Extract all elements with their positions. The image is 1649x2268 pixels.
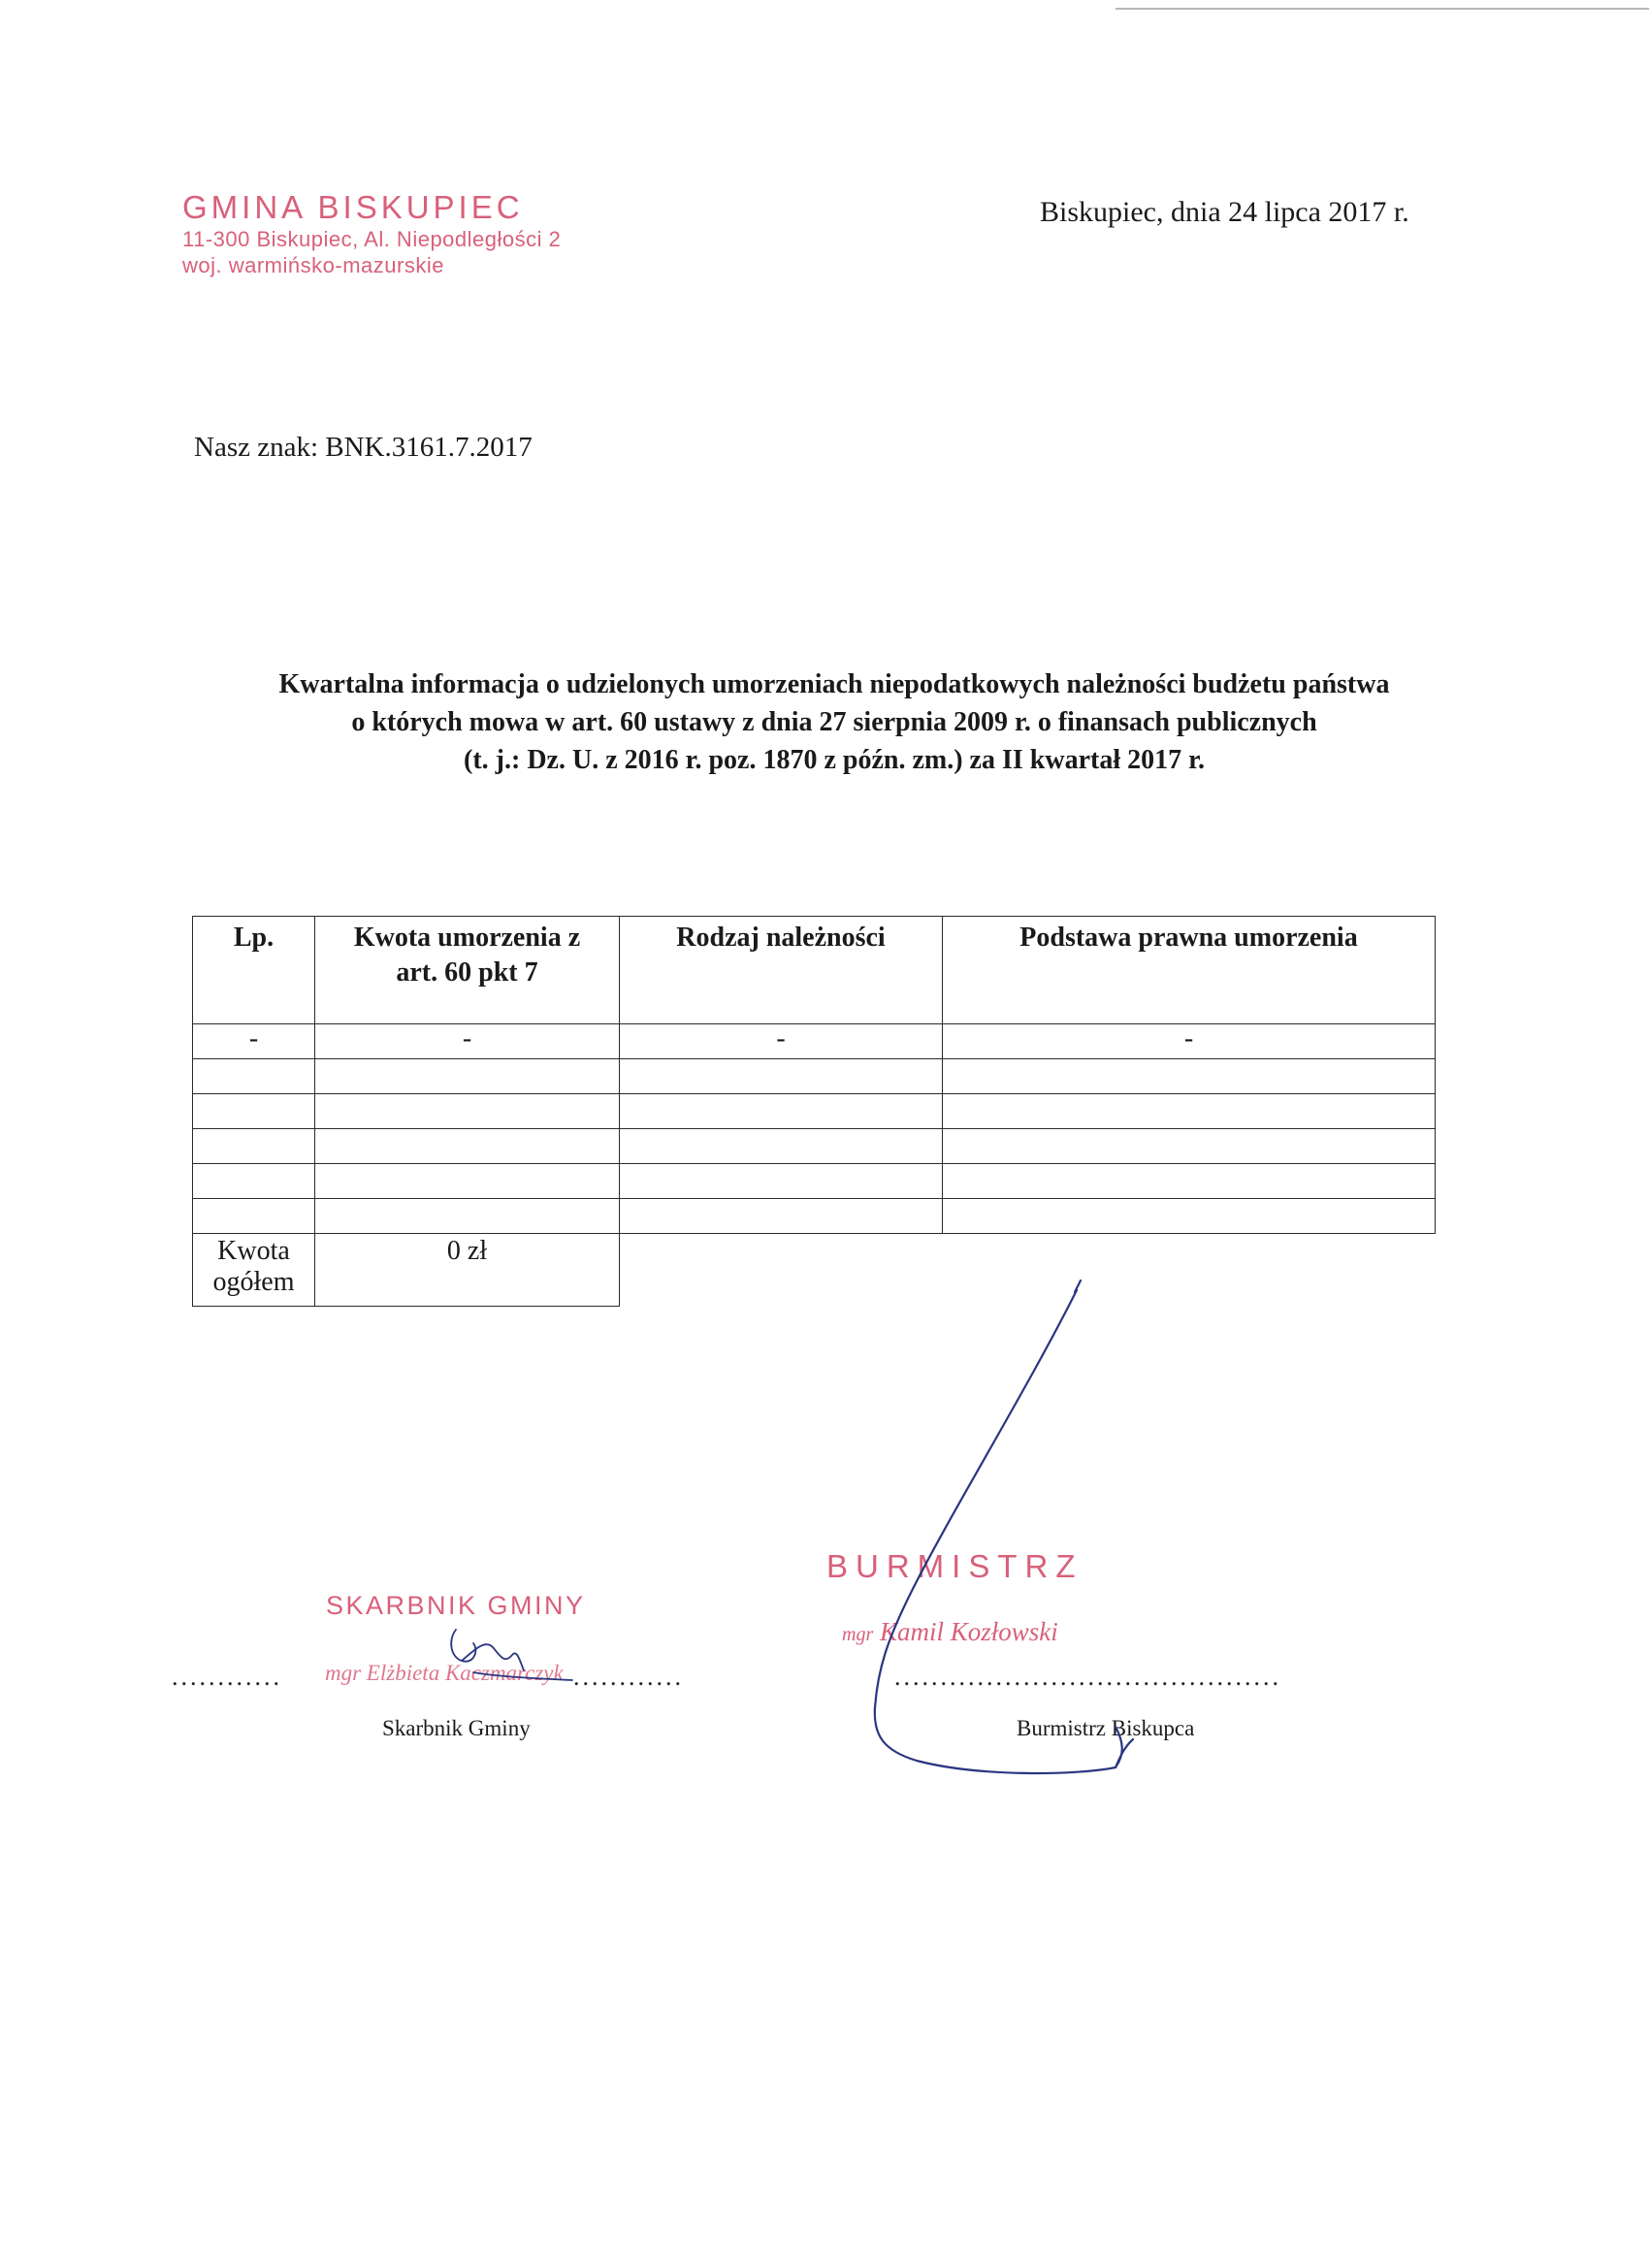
table-row — [193, 1059, 1436, 1094]
table-cell — [943, 1059, 1436, 1094]
mayor-stamp-fullname: Kamil Kozłowski — [879, 1617, 1058, 1646]
treasurer-caption: Skarbnik Gminy — [382, 1716, 531, 1740]
column-header: Lp. — [193, 917, 315, 1024]
table-cell — [620, 1164, 943, 1199]
total-row — [193, 1234, 1436, 1307]
stamp-address: 11-300 Biskupiec, Al. Niepodległości 2 — [182, 227, 562, 251]
column-header: Rodzaj należności — [620, 917, 943, 1024]
table-cell — [193, 1059, 315, 1094]
table-cell — [620, 1094, 943, 1129]
table-cell — [315, 1129, 620, 1164]
empty-cell — [620, 1234, 943, 1307]
write-off-table — [192, 916, 1436, 1307]
column-header: Kwota umorzenia z art. 60 pkt 7 — [315, 917, 620, 1024]
table-cell — [193, 1094, 315, 1129]
mayor-signature — [875, 1280, 1133, 1773]
total-label: Kwota ogółem — [193, 1234, 315, 1307]
table-cell: - — [193, 1024, 315, 1059]
heading-line-1: Kwartalna informacja o udzielonych umorzeniach niepodatkowych należności budżetu państwa — [278, 669, 1390, 699]
table-cell — [620, 1199, 943, 1234]
heading-line-2: o których mowa w art. 60 ustawy z dnia 27 sierpnia 2009 r. o finansach publicznych — [351, 707, 1317, 737]
scan-edge-line — [1116, 8, 1649, 10]
table-cell — [193, 1199, 315, 1234]
table-cell: - — [943, 1024, 1436, 1059]
table-row — [193, 1129, 1436, 1164]
treasurer-signature-line — [172, 1663, 684, 1692]
column-header: Podstawa prawna umorzenia — [943, 917, 1436, 1024]
table-cell — [315, 1094, 620, 1129]
mayor-stamp-name — [842, 1617, 1058, 1647]
heading-line-3: (t. j.: Dz. U. z 2016 r. poz. 1870 z późn. zm.) za II kwartał 2017 r. — [464, 745, 1205, 775]
stamp-title: GMINA BISKUPIEC — [182, 189, 524, 225]
table-cell — [943, 1199, 1436, 1234]
mayor-stamp-prefix: mgr — [842, 1624, 874, 1645]
mayor-signature-line: .......................................... — [894, 1663, 1281, 1691]
table-row — [193, 1164, 1436, 1199]
table-cell: - — [315, 1024, 620, 1059]
empty-cell — [943, 1234, 1436, 1307]
total-value: 0 zł — [315, 1234, 620, 1307]
table-row — [193, 1024, 1436, 1059]
dots-right: ............ — [573, 1663, 684, 1691]
table-cell — [943, 1164, 1436, 1199]
table-cell — [193, 1129, 315, 1164]
table-cell: - — [620, 1024, 943, 1059]
table-header-row — [193, 917, 1436, 1024]
mayor-caption: Burmistrz Biskupca — [1017, 1716, 1195, 1740]
table-cell — [315, 1199, 620, 1234]
treasurer-stamp-name: mgr Elżbieta Kaczmarczyk — [325, 1661, 564, 1685]
stamp-region: woj. warmińsko-mazurskie — [182, 253, 444, 277]
municipality-stamp — [182, 189, 561, 278]
table-row — [193, 1094, 1436, 1129]
table-cell — [193, 1164, 315, 1199]
table-cell — [620, 1059, 943, 1094]
treasurer-stamp: SKARBNIK GMINY — [326, 1591, 586, 1620]
table-cell — [943, 1129, 1436, 1164]
dots-left: ............ — [172, 1663, 282, 1691]
reference-number: Nasz znak: BNK.3161.7.2017 — [194, 432, 533, 463]
document-heading — [146, 665, 1523, 779]
date-line: Biskupiec, dnia 24 lipca 2017 r. — [1040, 196, 1409, 228]
table-cell — [620, 1129, 943, 1164]
mayor-stamp: BURMISTRZ — [826, 1548, 1083, 1584]
table-cell — [315, 1164, 620, 1199]
table-row — [193, 1199, 1436, 1234]
table-cell — [943, 1094, 1436, 1129]
table-cell — [315, 1059, 620, 1094]
